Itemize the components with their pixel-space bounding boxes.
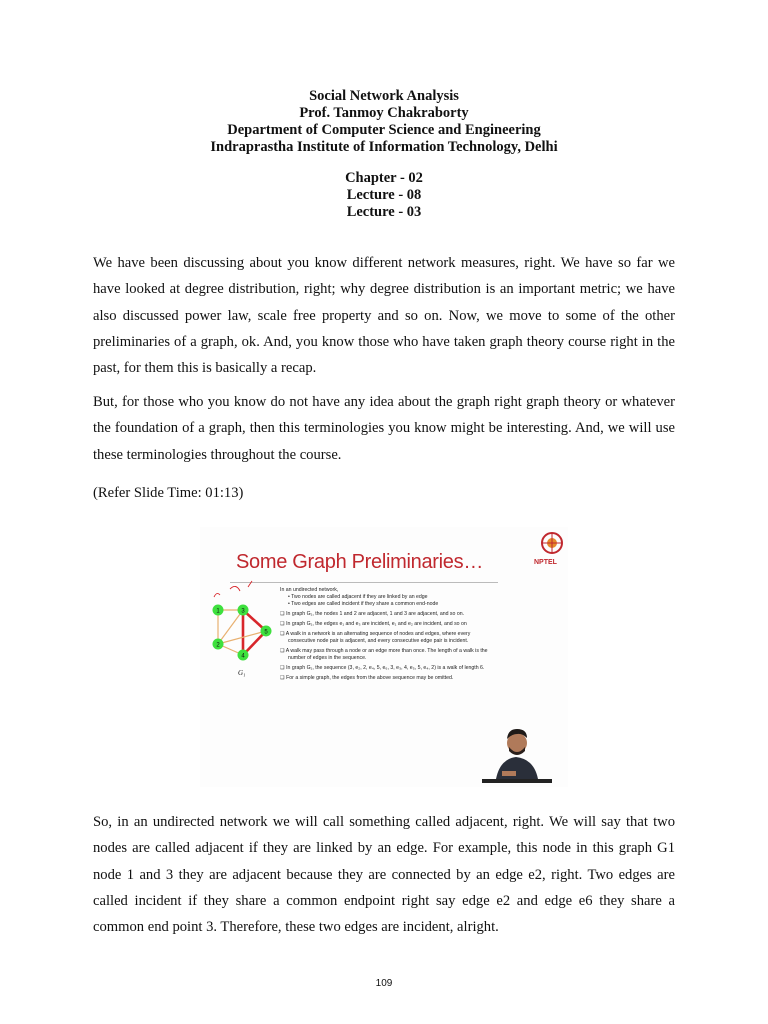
bullet-line: • Two nodes are called adjacent if they are linked by an edge xyxy=(288,594,428,600)
bullet-line: ❑ In graph G₁, the sequence (3, e₂, 2, e₄, 5, e₆, 3, e₃, 4, e₅, 5, e₄, 2) is a walk of length 6. xyxy=(280,665,485,671)
lecturer-video-thumbnail xyxy=(482,723,552,787)
graph-caption: G₁ xyxy=(238,669,246,677)
bullet-line: ❑ A walk in a network is an alternating sequence of nodes and edges, where every xyxy=(280,631,471,637)
nptel-logo-text: NPTEL xyxy=(534,559,557,566)
course-title: Social Network Analysis xyxy=(309,88,459,104)
slide-title: Some Graph Preliminaries… xyxy=(236,551,484,573)
bullet-line: consecutive node pair is adjacent, and every consecutive edge pair is incident. xyxy=(288,638,469,644)
bullet-line: ❑ In graph G₁, the edges e₁ and e₃ are incident, e₁ and e₂ are incident, and so on xyxy=(280,621,467,627)
paragraph-terminology: But, for those who you know do not have any idea about the graph right graph theory or whatever the foundation of a graph, then this terminologies you know might be interesting. And, we will use these terminologies throughout the course. xyxy=(93,394,675,463)
bullet-line: ❑ In graph G₁, the nodes 1 and 2 are adjacent, 1 and 3 are adjacent, and so on. xyxy=(280,611,465,617)
professor-name: Prof. Tanmoy Chakraborty xyxy=(299,105,469,121)
lecture-header xyxy=(0,170,768,221)
chapter-label: Chapter - 02 xyxy=(345,170,423,186)
bullet-line: • Two edges are called incident if they share a common end-node xyxy=(288,601,439,607)
slide-bullets xyxy=(280,587,510,682)
lecture-slide xyxy=(200,527,568,787)
institute-name: Indraprastha Institute of Information Technology, Delhi xyxy=(210,139,558,155)
slide-time-reference: (Refer Slide Time: 01:13) xyxy=(93,485,244,501)
lecture-label: Lecture - 08 xyxy=(346,187,422,203)
node-label: 1 xyxy=(216,608,220,615)
node-label: 5 xyxy=(264,629,268,636)
page-number: 109 xyxy=(375,978,393,989)
node-label: 3 xyxy=(241,608,245,615)
document-header xyxy=(0,88,768,156)
bullet-line: number of edges in the sequence. xyxy=(288,655,367,661)
node-label: 4 xyxy=(241,653,245,660)
paragraph-intro: We have been discussing about you know different network measures, right. We have so far we have looked at degree distribution, right; why degree distribution is an important metric; we have also discussed power law, scale free property and so on. Now, we move to some of the other preliminaries of a graph, ok. And, you know those who have taken graph theory course right in the past, for them this is basically a recap. xyxy=(93,255,675,377)
department-name: Department of Computer Science and Engineering xyxy=(227,122,541,138)
bullet-line: ❑ A walk may pass through a node or an edge more than once. The length of a walk is the xyxy=(280,648,488,654)
node-label: 2 xyxy=(216,642,220,649)
graph-g1-diagram xyxy=(208,577,283,687)
paragraph-adjacency: So, in an undirected network we will call something called adjacent, right. We will say that two nodes are called adjacent if they are linked by an edge. For example, this node in this graph G1 node 1 and 3 they are adjacent because they are connected by an edge e2, right. Two edges are called incident if they share a common endpoint right say edge e2 and edge e6 they share a common end point 3. Therefore, these two edges are incident, alright. xyxy=(93,814,675,936)
bullet-line: In an undirected network, xyxy=(280,587,339,593)
bullet-line: ❑ For a simple graph, the edges from the above sequence may be omitted. xyxy=(280,675,454,681)
lecture-label: Lecture - 03 xyxy=(346,204,422,220)
